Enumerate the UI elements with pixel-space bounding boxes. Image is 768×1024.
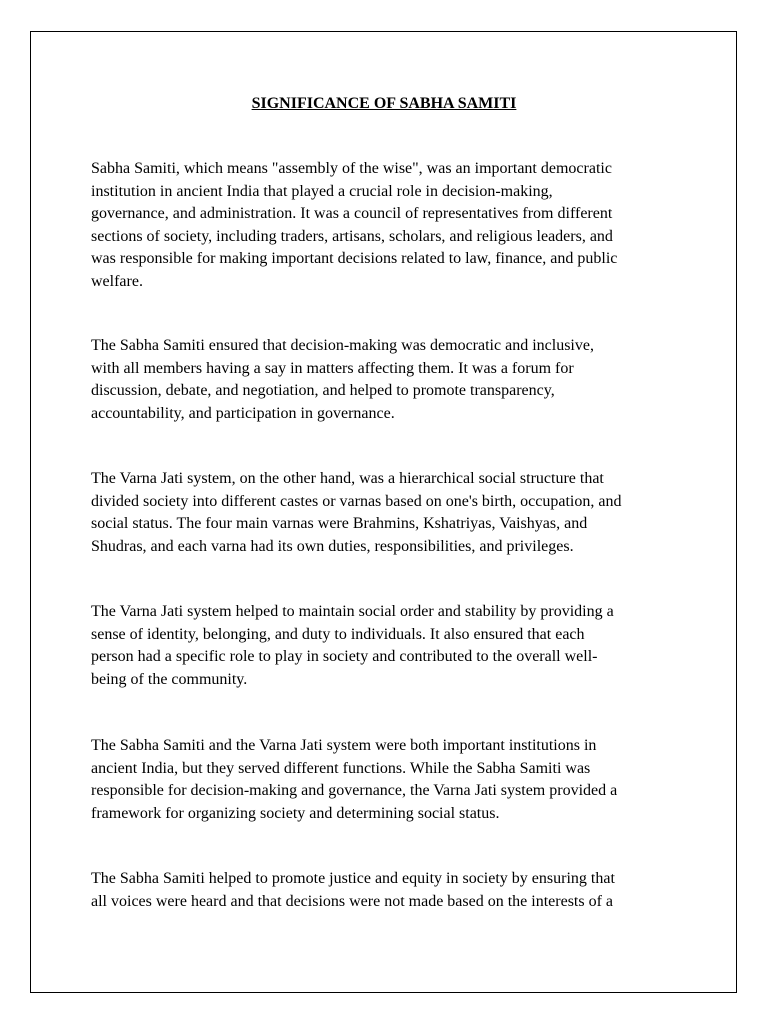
paragraph-line: all voices were heard and that decisions were not made based on the interests of a — [91, 892, 614, 910]
document-title: SIGNIFICANCE OF SABHA SAMITI — [251, 95, 517, 112]
paragraph-line: The Varna Jati system, on the other hand, was a hierarchical social structure that — [91, 470, 604, 487]
paragraph-line: accountability, and participation in governance. — [91, 404, 395, 422]
paragraph-line: welfare. — [91, 272, 143, 290]
paragraph-line: The Sabha Samiti helped to promote justice and equity in society by ensuring that — [91, 870, 615, 887]
paragraph-4 — [91, 601, 681, 691]
paragraph-line: with all members having a say in matters affecting them. It was a forum for — [91, 359, 574, 377]
paragraph-line: being of the community. — [91, 670, 248, 688]
paragraph-1 — [91, 158, 681, 294]
paragraph-line: The Sabha Samiti and the Varna Jati system were both important institutions in — [91, 737, 597, 754]
paragraph-line: Shudras, and each varna had its own duties, responsibilities, and privileges. — [91, 537, 574, 555]
paragraph-line: The Varna Jati system helped to maintain social order and stability by providing a — [91, 603, 614, 620]
paragraph-line: institution in ancient India that played a crucial role in decision-making, — [91, 182, 553, 200]
paragraph-line: social status. The four main varnas were Brahmins, Kshatriyas, Vaishyas, and — [91, 515, 588, 533]
paragraph-line: ancient India, but they served different functions. While the Sabha Samiti was — [91, 759, 591, 777]
paragraph-2 — [91, 335, 681, 425]
paragraph-line: sections of society, including traders, artisans, scholars, and religious leaders, and — [91, 227, 613, 245]
paragraph-line: discussion, debate, and negotiation, and helped to promote transparency, — [91, 382, 555, 400]
paragraph-line: sense of identity, belonging, and duty to individuals. It also ensured that each — [91, 625, 585, 643]
paragraph-5 — [91, 735, 681, 825]
paragraph-line: divided society into different castes or varnas based on one's birth, occupation, and — [91, 492, 622, 510]
paragraph-line: responsible for decision-making and governance, the Varna Jati system provided a — [91, 782, 618, 800]
paragraph-line: governance, and administration. It was a council of representatives from different — [91, 205, 613, 223]
paragraph-line: The Sabha Samiti ensured that decision-making was democratic and inclusive, — [91, 337, 594, 354]
paragraph-line: Sabha Samiti, which means "assembly of the wise", was an important democratic — [91, 160, 612, 177]
paragraph-6 — [91, 868, 681, 913]
paragraph-line: person had a specific role to play in society and contributed to the overall well- — [91, 648, 598, 666]
paragraph-line: framework for organizing society and determining social status. — [91, 804, 500, 822]
paragraph-line: was responsible for making important decisions related to law, finance, and public — [91, 250, 618, 268]
paragraph-3 — [91, 468, 681, 558]
